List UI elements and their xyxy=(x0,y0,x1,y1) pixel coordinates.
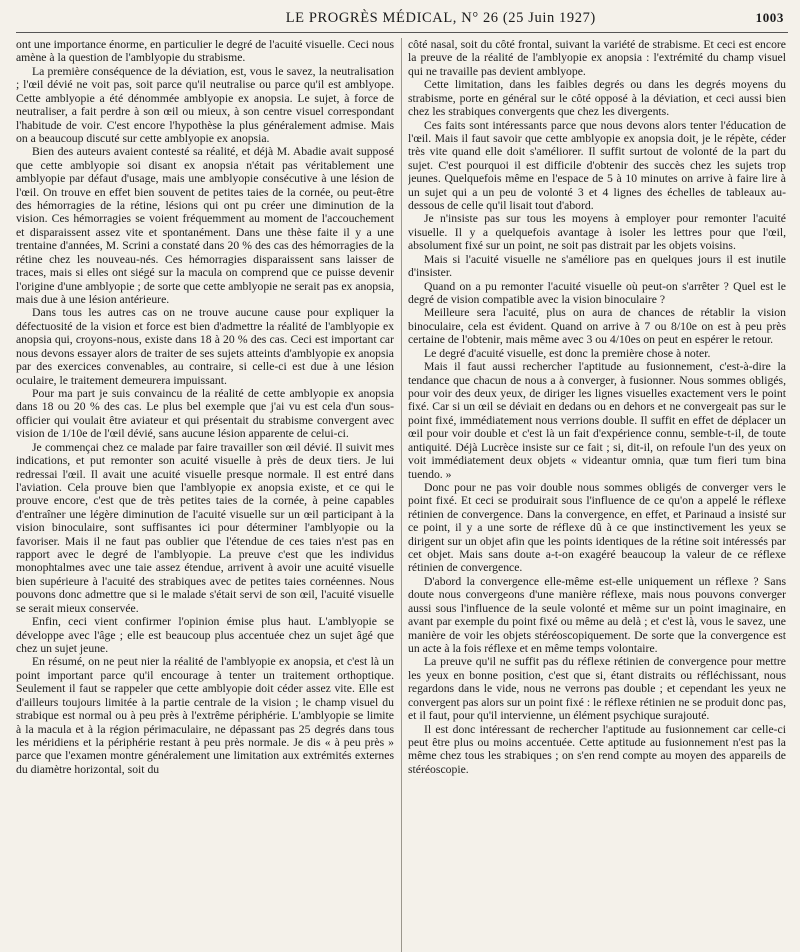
left-column xyxy=(16,38,394,952)
paragraph: Cette limitation, dans les faibles degrés ou dans les degrés moyens du strabisme, porte en général sur le côté opposé à la déviation, et ceci aussi bien chez les strabiques convergents que chez les divergents. xyxy=(408,78,786,119)
paragraph: Mais si l'acuité visuelle ne s'améliore pas en quelques jours il est inutile d'insister. xyxy=(408,252,786,280)
paragraph: Bien des auteurs avaient contesté sa réalité, et déjà M. Abadie avait supposé que cette amblyopie soi disant ex anopsia n'était pas véritablement une amblyopie par défaut d'usage, mais une amblyopie consécutive à une lésion de l'œil. On trouve en effet bien souvent de petites taies de la cornée, ou peut-être des hémorragies de la rétine, lésions qui ont pu créer une diminution de la vision. Ces hémorragies se voient fréquemment au moment de l'accouchement et disparaissent assez vite et spontanément. Dans une thèse faite il y a une trentaine d'années, M. Scrini a constaté dans 20 % des cas des hémorragies de la rétine chez les nouveau-nés. Ces hémorragies disparaissent sans laisser de traces, mais si elles ont siégé sur la macula on comprend que ce puisse devenir l'origine d'une amblyopie ; de sorte que cette amblyopie ne serait pas ex anopsia, mais due à une lésion antérieure. xyxy=(16,145,394,307)
paragraph: Ces faits sont intéressants parce que nous devons alors tenter l'éducation de l'œil. Mais il faut savoir que cette amblyopie ex anopsia doit, je le répète, céder très vite quand elle doit s'améliorer. Il suffit surtout de volonté de la part du sujet. C'est pourquoi il est difficile d'obtenir des succès chez les sujets trop jeunes. Quelquefois même en l'espace de 5 à 10 minutes on arrive à faire lire à un sujet qui a un peu de volonté 3 et 4 lignes des échelles de tableaux au-dessous de celle qu'il lisait tout d'abord. xyxy=(408,118,786,213)
running-head xyxy=(16,10,788,33)
paragraph: ont une importance énorme, en particulier le degré de l'acuité visuelle. Ceci nous amène à la question de l'amblyopie du strabisme. xyxy=(16,38,394,65)
paragraph: D'abord la convergence elle-même est-elle uniquement un réflexe ? Sans doute nous convergeons d'une manière réflexe, mais nous pouvons converger aussi sous l'influence de la seule volonté et même sur un point imaginaire, en avant par exemple du point fixé ou même au delà ; et c'est là, vous le savez, une manière de voir les objets stéréoscopiquement. De sorte que la convergence est un acte à la fois réflexe et en même temps volontaire. xyxy=(408,574,786,655)
paragraph: Meilleure sera l'acuité, plus on aura de chances de rétablir la vision binoculaire, cela est évident. Quand on arrive à 7 ou 8/10e on est à peu près certaine de l'obtenir, mais même avec 3 ou 4/10es on peut en espérer le retour. xyxy=(408,306,786,347)
paragraph: Pour ma part je suis convaincu de la réalité de cette amblyopie ex anopsia dans 18 ou 20 % des cas. Le plus bel exemple que j'ai vu est cela d'un sous-officier qui voulait être aviateur et qui présentait du strabisme convergent avec vision de 1/10e de l'œil dévié, sans aucune lésion apparente de celui-ci. xyxy=(16,386,394,441)
paragraph: En résumé, on ne peut nier la réalité de l'amblyopie ex anopsia, et c'est là un point important parce qu'il encourage à tenter un traitement orthoptique. Seulement il faut se rappeler que cette amblyopie doit céder assez vite. Elle est d'ailleurs toujours limitée à la partie centrale de la vision ; le champ visuel du strabique est normal ou à peu près à l'extrême périphérie. L'amblyopie se limite à la macula et à la région périmaculaire, ne dépassant pas 25 degrés dans tous les méridiens et la périphérie restant à peu près normale. Je dis « à peu près » parce que l'examen montre généralement une limitation aux extrémités externes du diamètre horizontal, soit du xyxy=(16,655,394,776)
paragraph: Mais il faut aussi rechercher l'aptitude au fusionnement, c'est-à-dire la tendance que chacun de nous a à converger, à fusionner. Nous sommes obligés, pour voir des deux yeux, de diriger les lignes visuelles exactement vers le point fixé. Car si un œil se déviait en dedans ou en dehors et ne convergeait pas sur le point fixé, immédiatement nous verrions double. Il suffit en effet de déplacer un œil pour voir double et c'est là un fait d'expérience connu, semble-t-il, de toute antiquité. Déjà Lucrèce insiste sur ce fait ; si, dit-il, on refoule l'un des yeux on voit immédiatement deux objets « videantur omnia, quæ tum fieri tum bina tuendo. » xyxy=(408,360,786,481)
right-column xyxy=(408,38,786,952)
paragraph: La première conséquence de la déviation, est, vous le savez, la neutralisation ; l'œil dévié ne voit pas, soit parce qu'il neutralise ou parce qu'il est amblyope. Cette amblyopie a été dénommée amblyopie ex anopsia. Le sujet, à force de neutraliser, a fait perdre à son œil ou mieux, à son centre visuel correspondant l'habitude de voir. C'est encore l'hypothèse la plus généralement admise. Mais on a beaucoup discuté sur cette amblyopie ex anopsia. xyxy=(16,64,394,145)
text-columns xyxy=(16,38,788,952)
paragraph: Enfin, ceci vient confirmer l'opinion émise plus haut. L'amblyopie se développe avec l'âge ; elle est beaucoup plus accentuée chez un sujet âgé que chez un sujet jeune. xyxy=(16,615,394,655)
column-divider xyxy=(401,38,402,952)
paragraph: La preuve qu'il ne suffit pas du réflexe rétinien de convergence pour mettre les yeux en bonne position, c'est que si, étant distraits ou réfléchissant, nous regardons dans le vide, nous ne verrons pas double ; et cependant les yeux ne convergent pas alors sur un point fixé : le réflexe rétinien ne se produit donc pas, et il faut, pour qu'il intervienne, un élément psychique surajouté. xyxy=(408,655,786,723)
paragraph: Le degré d'acuité visuelle, est donc la première chose à noter. xyxy=(424,346,711,360)
paragraph: côté nasal, soit du côté frontal, suivant la variété de strabisme. Et ceci est encore la preuve de la réalité de l'amblyopie ex anopsia : l'extrémité du champ visuel qui ne travaille pas devient amblyope. xyxy=(408,38,786,78)
journal-title: LE PROGRÈS MÉDICAL, N° 26 (25 Juin 1927) xyxy=(285,10,596,26)
paragraph: Donc pour ne pas voir double nous sommes obligés de converger vers le point fixé. Et ceci se produirait sous l'influence de ce qu'on a appelé le réflexe rétinien de convergence. Dans la convergence, en effet, et Parinaud a insisté sur ce point, il y a une sorte de réflexe dû à ce que instinctivement les yeux se dirigent sur un objet afin que les points identiques de la rétine soit intéressés par cet objet. Mais sans doute a-t-on exagéré beaucoup la valeur de ce réflexe rétinien de convergence. xyxy=(408,480,786,575)
paragraph: Je commençai chez ce malade par faire travailler son œil dévié. Il suivit mes indications, et put remonter son acuité visuelle à près de deux tiers. Je lui redressai l'œil. Il avait une acuité visuelle presque normale. Il est entré dans l'aviation. Cela prouve bien que l'amblyopie ex anopsia existe, et ce qui le prouve encore, c'est que de très petites taies de la cornée, à peine capables d'entraîner une légère diminution de l'acuité visuelle sur un œil participant à la vision binoculaire, sont suffisantes ici pour déterminer l'amblyopie ou la favoriser. Mais il ne faut pas oublier que l'étendue de ces taies n'est pas en rapport avec le degré de l'amblyopie. La preuve c'est que les individus monophtalmes avec une taie assez étendue, arrivent à avoir une acuité visuelle bien supérieure à l'acuité des strabiques avec de petites taies cornéennes. Nous pouvons donc admettre que si le malade s'était servi de son œil, l'acuité visuelle se serait mieux conservée. xyxy=(16,440,394,615)
paragraph: Dans tous les autres cas on ne trouve aucune cause pour expliquer la défectuosité de la vision et force est bien d'admettre la réalité de l'amblyopie ex anopsia qui, croyons-nous, existe dans 18 à 20 % des cas. Ceci est important car nous devons essayer alors de traiter de ses sujets atteints d'amblyopie ex anopsia par des exercices convenables, au contraire, si celle-ci est due à une lésion oculaire, le traitement demeurera impuissant. xyxy=(16,306,394,387)
paragraph: Je n'insiste pas sur tous les moyens à employer pour remonter l'acuité visuelle. Il y a quelquefois avantage à isoler les lettres pour que l'œil, absolument fixé sur un point, ne soit pas distrait par les objets voisins. xyxy=(408,212,786,253)
paragraph: Quand on a pu remonter l'acuité visuelle où peut-on s'arrêter ? Quel est le degré de vision compatible avec la vision binoculaire ? xyxy=(408,279,786,307)
paragraph: Il est donc intéressant de rechercher l'aptitude au fusionnement car celle-ci peut être plus ou moins accentuée. Cette aptitude au fusionnement n'est pas la même chez tous les strabiques ; on s'en rend compte au moyen des appareils de stéréoscopie. xyxy=(408,722,786,776)
page-number: 1003 xyxy=(755,10,784,25)
